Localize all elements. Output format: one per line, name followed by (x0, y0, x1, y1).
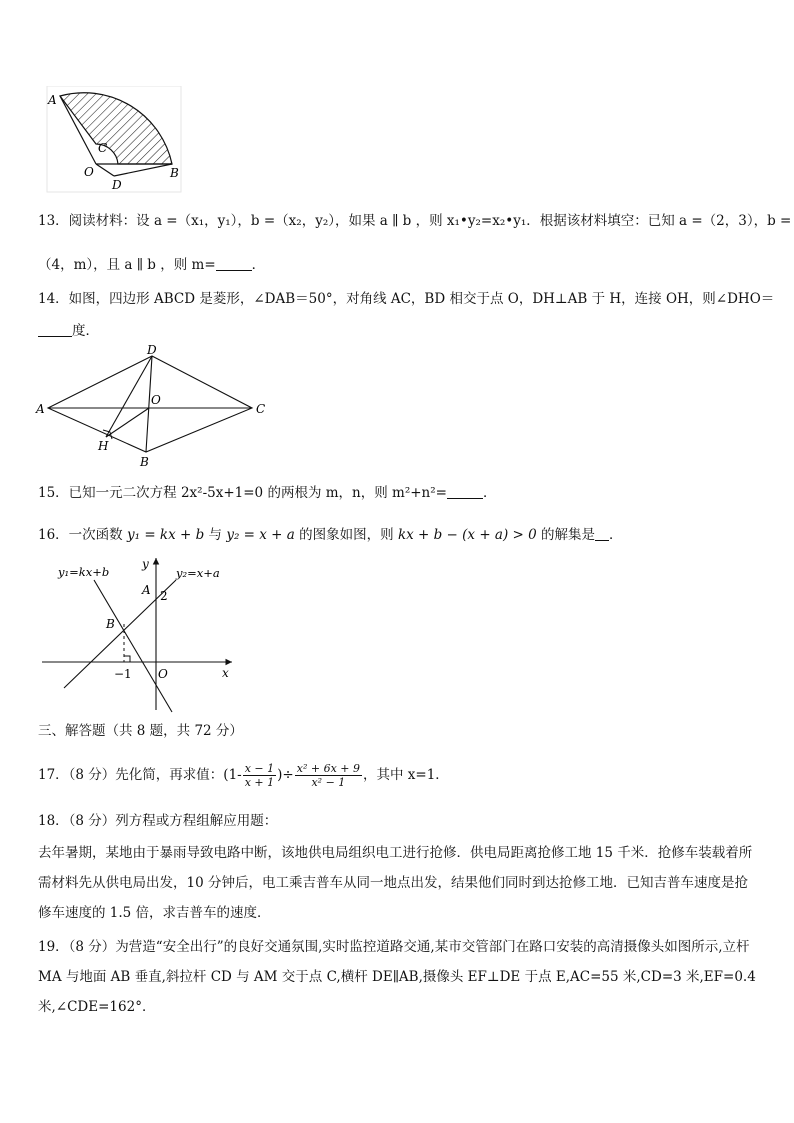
question-17-mid: )÷ (277, 767, 294, 783)
section-3-heading: 三、解答题（共 8 题，共 72 分） (38, 723, 243, 739)
segment-dh (106, 356, 152, 437)
question-13-text-2b: ． (251, 257, 266, 273)
label-y: y (142, 557, 149, 571)
question-14-line-1 (38, 290, 774, 308)
question-13-line-1 (38, 212, 791, 230)
answer-blank-16[interactable] (595, 526, 609, 541)
question-16-end: ． (609, 527, 623, 543)
label-o: O (151, 393, 161, 407)
label-d: D (147, 343, 157, 357)
question-18-title: 18．（8 分）列方程或方程组解应用题： (38, 813, 278, 829)
question-13-line-2 (38, 256, 265, 274)
label-c: C (256, 402, 266, 416)
equation-y2: y₂ = x + a (226, 527, 295, 543)
question-16-prefix: 16．一次函数 (38, 527, 123, 543)
question-16 (38, 526, 623, 544)
question-13-text-2a: （4，m），且 a ∥ b ，则 m= (38, 257, 216, 273)
fraction-2: $\frac{\text{x² + 6x + 9}}{\text{x² − 1}}$ (296, 762, 360, 789)
answer-blank-15[interactable] (447, 484, 483, 499)
rhombus-abcd (48, 356, 252, 452)
question-14-line-2 (38, 322, 99, 340)
segment-db (114, 164, 172, 176)
question-19-body: 19．（8 分）为营造“安全出行”的良好交通氛围,实时监控道路交通,某市交管部门在路口安装的高清摄像头如图所示,立杆 MA 与地面 AB 垂直,斜拉杆 CD 与 AM 交于点 C,横杆 DE∥AB,摄像头 EF⊥DE 于点 E,AC=55 米,CD=3 米,EF=0.4 米,∠CDE=162°． (38, 939, 756, 1015)
question-16-suffix: 的解集是 (541, 527, 596, 543)
label-a: A (48, 93, 57, 107)
label-neg1: −1 (114, 667, 132, 681)
label-a: A (36, 402, 45, 416)
question-15 (38, 484, 496, 502)
question-15-text-a: 15．已知一元二次方程 2x²-5x+1=0 的两根为 m，n，则 m²+n²= (38, 485, 447, 501)
equation-y1: y₁ = kx + b (126, 527, 205, 543)
question-18-body: 去年暑期，某地由于暴雨导致电路中断，该地供电局组织电工进行抢修．供电局距离抢修工地 15 千米．抢修车装载着所需材料先从供电局出发，10 分钟后，电工乘吉普车从同一地点出发，结果他们同时到达抢修工地．已知吉普车速度是抢修车速度的 1.5 倍，求吉普车的速度． (38, 845, 753, 921)
answer-blank-13[interactable] (216, 256, 252, 271)
label-b: B (106, 617, 115, 631)
fraction-1: $\frac{x - 1}{x + 1}$ (244, 762, 275, 789)
label-two: 2 (160, 589, 168, 603)
label-o: O (84, 165, 94, 179)
question-17 (38, 760, 449, 790)
label-a: A (142, 583, 151, 597)
label-b: B (170, 166, 179, 180)
label-d: D (112, 178, 122, 192)
question-16-mid: 与 (208, 527, 223, 543)
label-c: C (98, 141, 108, 155)
sector-figure (44, 86, 184, 194)
label-b: B (140, 455, 149, 469)
linear-functions-graph (36, 550, 246, 716)
inequality: kx + b − (x + a) > 0 (397, 527, 537, 543)
question-17-prefix: 17．（8 分）先化简，再求值：(1- (38, 767, 242, 783)
label-x: x (222, 666, 229, 680)
label-y1: y₁=kx+b (58, 565, 110, 579)
rhombus-figure (34, 342, 274, 472)
label-o: O (158, 667, 168, 681)
question-13-text-1: 13．阅读材料：设 a =（x₁，y₁），b =（x₂，y₂），如果 a ∥ b ，则 x₁•y₂=x₂•y₁．根据该材料填空：已知 a =（2，3），b = (38, 213, 792, 229)
question-17-suffix: ，其中 x=1． (362, 767, 449, 783)
segment-od (96, 164, 114, 176)
question-14-text-1: 14．如图，四边形 ABCD 是菱形，∠DAB＝50°，对角线 AC，BD 相交于点 O，DH⊥AB 于 H，连接 OH，则∠DHO＝ (38, 291, 775, 307)
label-y2: y₂=x+a (176, 566, 220, 580)
label-h: H (98, 439, 109, 453)
question-16-mid2: 的图象如图，则 (299, 527, 394, 543)
question-14-text-2: 度． (72, 323, 99, 339)
right-angle-mark (124, 656, 130, 662)
segment-oh (106, 408, 149, 437)
question-15-text-b: ． (482, 485, 497, 501)
answer-blank-14[interactable] (38, 322, 72, 337)
